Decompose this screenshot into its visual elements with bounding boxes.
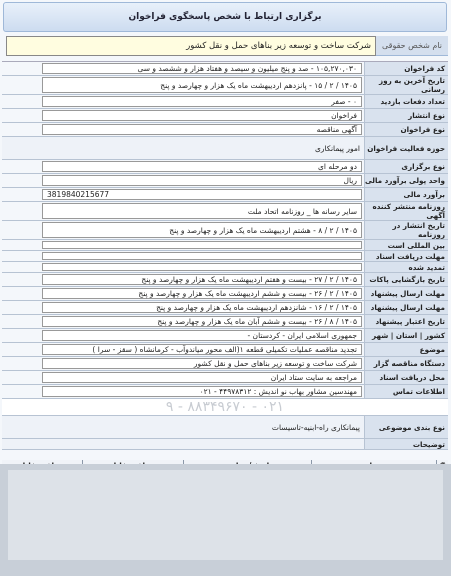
watermark-phone: ۰۲۱ - ۸۸۳۴۹۶۷۰ - ۹ (165, 399, 285, 415)
field-label: تعداد دفعات بازدید (364, 95, 448, 108)
field-label: کشور | استان | شهر (364, 329, 448, 342)
field-label: روزنامه منتشر کننده آگهی (364, 202, 448, 220)
field-row (2, 76, 448, 95)
field-label: نوع برگزاری (364, 160, 448, 173)
field-value[interactable]: ۱۴۰۵ / ۲ / ۱۵ - پانزدهم اردیبهشت ماه یک هزار و چهارصد و پنج (42, 77, 362, 93)
field-label: نوع بندی موضوعی (364, 416, 448, 438)
field-label: بین المللی است (364, 240, 448, 250)
field-value[interactable]: سایر رسانه ها _ روزنامه اتحاد ملت (42, 203, 362, 219)
field-value[interactable]: ۱۴۰۵ / ۲ / ۲۷ - بیست و هفتم اردیبهشت ماه یک هزار و چهارصد و پنج (42, 274, 362, 285)
field-value (2, 439, 364, 449)
field-value[interactable]: 3819840215677 (42, 189, 362, 200)
field-row (2, 273, 448, 287)
field-label: تاریخ آخرین به روز رسانی (364, 76, 448, 94)
announcement-page (2, 2, 448, 516)
field-value[interactable]: تجدید مناقصه عملیات تکمیلی قطعه ۱(الف محور میاندوآب - کرمانشاه ( سقز - سرا ) (42, 344, 362, 355)
field-value[interactable]: ۱۴۰۵ / ۲ / ۸ - هشتم اردیبهشت ماه یک هزار و چهارصد و پنج (42, 222, 362, 238)
field-label: نوع فراخوان (364, 123, 448, 136)
field-row (2, 357, 448, 371)
field-row (2, 123, 448, 137)
field-label: مهلت ارسال پیشنهاد (364, 301, 448, 314)
field-label: محل دریافت اسناد (364, 371, 448, 384)
field-label: واحد پولی برآورد مالی (364, 174, 448, 187)
field-value[interactable]: ۱۴۰۵ / ۲ / ۲۶ - بیست و ششم اردیبهشت ماه یک هزار و چهارصد و پنج (42, 288, 362, 299)
field-row (2, 221, 448, 240)
field-value[interactable]: ۱۰۵,۲۷۰,۰۳۰ - صد و پنج میلیون و سیصد و هفتاد هزار و ششصد و سی (42, 63, 362, 74)
field-row (2, 160, 448, 174)
field-row (2, 329, 448, 343)
field-label: مهلت ارسال پیشنهاد (364, 287, 448, 300)
field-value[interactable]: ۰ - صفر (42, 96, 362, 107)
field-value[interactable] (42, 263, 362, 271)
field-value[interactable]: جمهوری اسلامی ایران - کردستان - (42, 330, 362, 341)
field-row (2, 416, 448, 439)
field-row (2, 62, 448, 76)
field-label: اطلاعات تماس (364, 385, 448, 398)
field-label: مهلت دریافت اسناد (364, 251, 448, 261)
field-row (2, 315, 448, 329)
field-row (2, 137, 448, 160)
field-value[interactable]: ۱۴۰۵ / ۲ / ۱۶ - شانزدهم اردیبهشت ماه یک هزار و چهارصد و پنج (42, 302, 362, 313)
field-label: برآورد مالی (364, 188, 448, 201)
details-form (2, 61, 448, 450)
page-title: برگزاری ارتباط با شخص پاسخگوی فراخوان (3, 2, 447, 32)
field-value[interactable]: آگهی مناقصه (42, 124, 362, 135)
field-label: تاریخ بازگشایی پاکات (364, 273, 448, 286)
org-name-field[interactable]: شرکت ساخت و توسعه زیر بناهای حمل و نقل کشور (6, 36, 376, 56)
field-value[interactable] (42, 252, 362, 260)
field-value[interactable] (42, 241, 362, 249)
field-row (2, 240, 448, 251)
empty-panel (8, 470, 443, 560)
field-row (2, 385, 448, 399)
field-row (2, 287, 448, 301)
field-row (2, 95, 448, 109)
field-label: تمدید شده (364, 262, 448, 272)
field-value: امور پیمانکاری (2, 137, 364, 159)
field-label: کد فراخوان (364, 62, 448, 75)
field-label: موضوع (364, 343, 448, 356)
field-row (2, 188, 448, 202)
field-value: پیمانکاری راه-ابنیه-تاسیسات (2, 416, 364, 438)
field-row (2, 301, 448, 315)
field-row (2, 251, 448, 262)
field-row (2, 202, 448, 221)
field-label: تاریخ انتشار در روزنامه (364, 221, 448, 239)
field-row (2, 371, 448, 385)
field-label: حوزه فعالیت فراخوان (364, 137, 448, 159)
watermark-row (2, 399, 448, 416)
field-row (2, 109, 448, 123)
field-value[interactable]: مراجعه به سایت ستاد ایران (42, 372, 362, 383)
field-row (2, 343, 448, 357)
field-row (2, 174, 448, 188)
field-label: نوع انتشار (364, 109, 448, 122)
field-value[interactable]: ریال (42, 175, 362, 186)
field-value[interactable]: شرکت ساخت و توسعه زیر بناهای حمل و نقل کشور (42, 358, 362, 369)
field-label: تاریخ اعتبار پیشنهاد (364, 315, 448, 328)
org-row (2, 36, 448, 56)
field-value[interactable]: مهندسین مشاور بهاب نو اندیش : ۴۴۹۷۸۳۱۲ - ۰۲۱ (42, 386, 362, 397)
field-row (2, 262, 448, 273)
field-label: دستگاه مناقصه گزار (364, 357, 448, 370)
field-value[interactable]: دو مرحله ای (42, 161, 362, 172)
field-label: توضیحات (364, 439, 448, 449)
org-label: نام شخص حقوقی (376, 36, 448, 56)
field-value[interactable]: فراخوان (42, 110, 362, 121)
page-background (0, 464, 451, 576)
field-value[interactable]: ۱۴۰۵ / ۸ / ۲۶ - بیست و ششم آبان ماه یک هزار و چهارصد و پنج (42, 316, 362, 327)
field-row (2, 439, 448, 450)
